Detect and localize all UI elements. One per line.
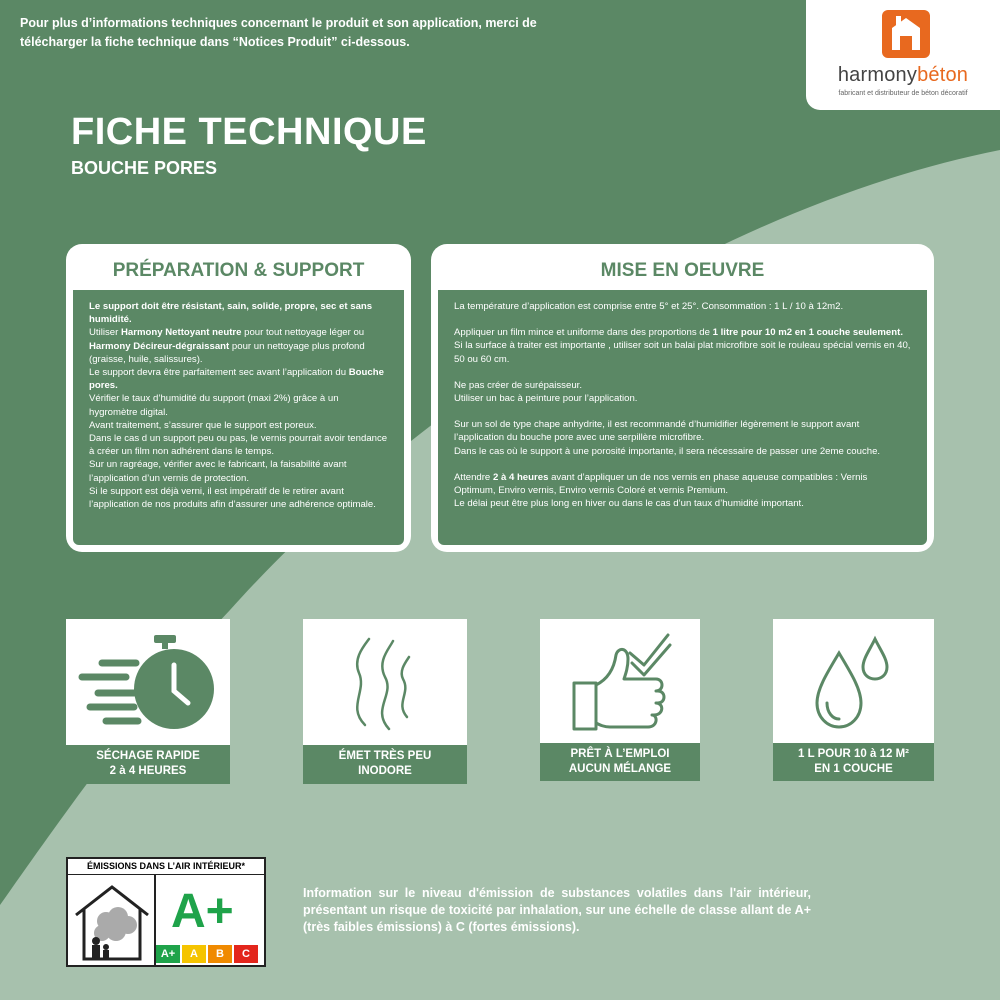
- prep-line: Le support doit être résistant, sain, solide, propre, sec et sans humidité.: [89, 301, 373, 326]
- application-body: [438, 290, 927, 545]
- prep-line: Utiliser Harmony Nettoyant neutre pour tout nettoyage léger ou Harmony Décireur-dégraissant pour un nettoyage plus profond (graisse, huile, salissures).: [89, 327, 365, 365]
- feature-label: 1 L POUR 10 à 12 M² EN 1 COUCHE: [773, 743, 934, 781]
- feature-card-odor: [303, 619, 467, 784]
- prep-line: Le support devra être parfaitement sec avant l’application du Bouche pores.: [89, 367, 384, 392]
- app-paragraph: Attendre 2 à 4 heures avant d’appliquer un de nos vernis en phase aqueuse compatibles : Vernis Optimum, Enviro vernis, Enviro vernis Coloré et vernis Premium.: [454, 471, 868, 497]
- emissions-info: Information sur le niveau d'émission de substances volatiles dans l'air intérieur, présentant un risque de toxicité par inhalation, sur une échelle de classe allant de A+ (très faibles émissions) à C (fortes émissions).: [303, 886, 811, 934]
- app-paragraph: Appliquer un film mince et uniforme dans des proportions de 1 litre pour 10 m2 en 1 couche seulement. Si la surface à traiter est importante , utiliser soit un balai plat microfibre soit le rouleau spécial vernis en 40, 50 ou 60 cm.: [454, 327, 911, 365]
- emissions-label: [66, 857, 266, 967]
- emissions-title: ÉMISSIONS DANS L’AIR INTÉRIEUR*: [68, 861, 264, 875]
- brand-name: [806, 64, 1000, 87]
- brand-name-part1: harmony: [837, 64, 918, 86]
- class-a-plus: A+: [156, 945, 180, 963]
- app-paragraph: Le délai peut être plus long en hiver ou dans le cas d’un taux d’humidité important.: [454, 498, 804, 510]
- stopwatch-icon: [76, 627, 220, 735]
- smoke-icon: [345, 629, 425, 737]
- app-paragraph: Dans le cas où le support à une porosité importante, il sera nécessaire de passer une 2eme couche.: [454, 445, 881, 457]
- app-paragraph: Ne pas créer de surépaisseur.: [454, 379, 582, 391]
- class-c: C: [234, 945, 258, 963]
- feature-label: PRÊT À L’EMPLOI AUCUN MÉLANGE: [540, 743, 700, 781]
- download-notice: Pour plus d’informations techniques concernant le produit et son application, merci de télécharger la fiche technique dans “Notices Produit” ci-dessous.: [20, 16, 537, 49]
- prep-line: Si le support est déjà verni, il est impératif de le retirer avant l’application de nos produits afin d’assurer une adhérence optimale.: [89, 485, 376, 511]
- app-paragraph: La température d’application est comprise entre 5° et 25°. Consommation : 1 L / 10 à 12m2.: [454, 301, 844, 312]
- thumbs-up-icon: [566, 625, 676, 737]
- class-a: A: [182, 945, 206, 963]
- brand-logo[interactable]: [806, 0, 1000, 110]
- feature-label: ÉMET TRÈS PEU INODORE: [303, 745, 467, 784]
- house-logo-icon: [882, 10, 930, 58]
- emissions-classes: [156, 945, 258, 963]
- app-paragraph: Utiliser un bac à peinture pour l’application.: [454, 393, 638, 405]
- class-b: B: [208, 945, 232, 963]
- prep-line: Vérifier le taux d’humidité du support (maxi 2%) grâce à un hygromètre digital.: [89, 393, 339, 418]
- house-people-icon: [72, 881, 152, 963]
- feature-card-ready: [540, 619, 700, 781]
- feature-card-drying: [66, 619, 230, 784]
- drops-icon: [809, 633, 899, 733]
- preparation-title: PRÉPARATION & SUPPORT: [112, 260, 365, 281]
- emissions-grade: A+: [171, 885, 234, 938]
- prep-line: Dans le cas d un support peu ou pas, le vernis pourrait avoir tendance à créer un film non adhérent dans le temps.: [89, 433, 388, 458]
- prep-line: Avant traitement, s’assurer que le support est poreux.: [89, 419, 317, 431]
- page-title: FICHE TECHNIQUE: [71, 111, 427, 153]
- app-paragraph: Sur un sol de type chape anhydrite, il est recommandé d’humidifier légèrement le support avant l’application du bouche pore avec une serpillère microfibre.: [454, 419, 860, 444]
- brand-name-part2: béton: [917, 64, 969, 86]
- preparation-panel: [66, 244, 411, 552]
- brand-tagline: fabricant et distributeur de béton décoratif: [838, 90, 968, 97]
- page-subtitle: BOUCHE PORES: [71, 158, 218, 178]
- application-panel: [431, 244, 934, 552]
- prep-line: Sur un ragréage, vérifier avec le fabricant, la faisabilité avant l’application d’un vernis de protection.: [89, 459, 347, 484]
- preparation-body: [73, 290, 404, 545]
- feature-card-coverage: [773, 619, 934, 781]
- application-title: MISE EN OEUVRE: [600, 260, 765, 281]
- feature-label: SÉCHAGE RAPIDE 2 à 4 HEURES: [66, 745, 230, 784]
